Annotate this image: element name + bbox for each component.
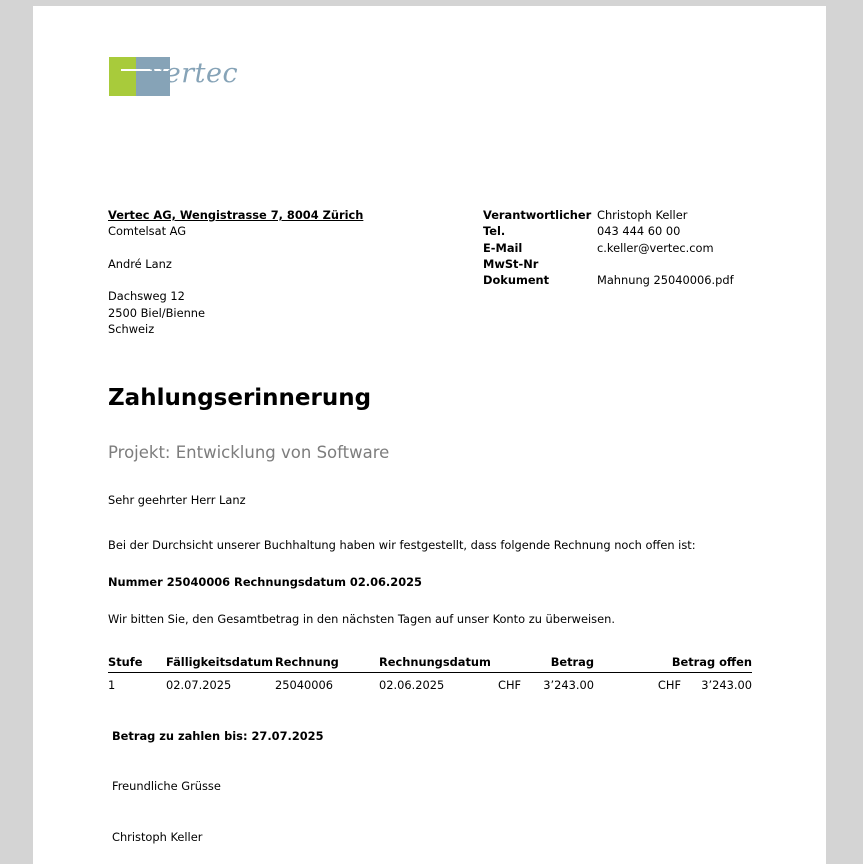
table-header-row [108, 653, 752, 673]
intro-text: Bei der Durchsicht unserer Buchhaltung haben wir festgestellt, dass folgende Rechnung noch offen ist: [108, 538, 696, 552]
email-label: E-Mail [483, 241, 523, 255]
recipient-company: Comtelsat AG [108, 224, 187, 238]
cell-rechnungsdatum: 02.06.2025 [379, 678, 445, 692]
cell-rechnung: 25040006 [275, 678, 333, 692]
salutation: Sehr geehrter Herr Lanz [108, 493, 246, 507]
recipient-street: Dachsweg 12 [108, 289, 185, 303]
email-value: c.keller@vertec.com [597, 241, 714, 255]
cell-betrag-offen: 3’243.00 [701, 678, 752, 692]
tel-label: Tel. [483, 224, 506, 238]
vat-label: MwSt-Nr [483, 257, 539, 271]
header-rechnungsdatum: Rechnungsdatum [379, 653, 498, 673]
table-row [108, 673, 752, 695]
document-label: Dokument [483, 273, 550, 287]
header-betrag-offen: Betrag offen [594, 653, 752, 673]
invoice-reference: Nummer 25040006 Rechnungsdatum 02.06.2025 [108, 575, 422, 589]
tel-value: 043 444 60 00 [597, 224, 681, 238]
responsible-label: Verantwortlicher [483, 208, 592, 222]
header-faelligkeitsdatum: Fälligkeitsdatum [166, 653, 275, 673]
recipient-country: Schweiz [108, 322, 155, 336]
recipient-city: 2500 Biel/Bienne [108, 306, 206, 320]
logo-green-block [109, 57, 136, 96]
document-title: Zahlungserinnerung [108, 385, 372, 411]
closing: Freundliche Grüsse [112, 779, 221, 793]
due-date-line: Betrag zu zahlen bis: 27.07.2025 [112, 729, 324, 743]
header-betrag: Betrag [498, 653, 594, 673]
payment-request: Wir bitten Sie, den Gesamtbetrag in den nächsten Tagen auf unser Konto zu überweisen. [108, 612, 615, 626]
recipient-person: André Lanz [108, 257, 172, 271]
signature: Christoph Keller [112, 830, 203, 844]
document-page [33, 6, 826, 864]
responsible-value: Christoph Keller [597, 208, 688, 222]
cell-stufe: 1 [108, 678, 116, 692]
cell-currency-open: CHF [657, 678, 681, 692]
header-rechnung: Rechnung [275, 653, 379, 673]
invoice-table [108, 653, 752, 694]
document-subtitle: Projekt: Entwicklung von Software [108, 443, 390, 462]
cell-currency: CHF [498, 678, 522, 692]
sender-line: Vertec AG, Wengistrasse 7, 8004 Zürich [108, 208, 364, 222]
header-stufe: Stufe [108, 653, 166, 673]
document-value: Mahnung 25040006.pdf [597, 273, 734, 287]
cell-betrag: 3’243.00 [543, 678, 594, 692]
logo-text: vertec [149, 58, 239, 89]
cell-faelligkeitsdatum: 02.07.2025 [166, 678, 232, 692]
